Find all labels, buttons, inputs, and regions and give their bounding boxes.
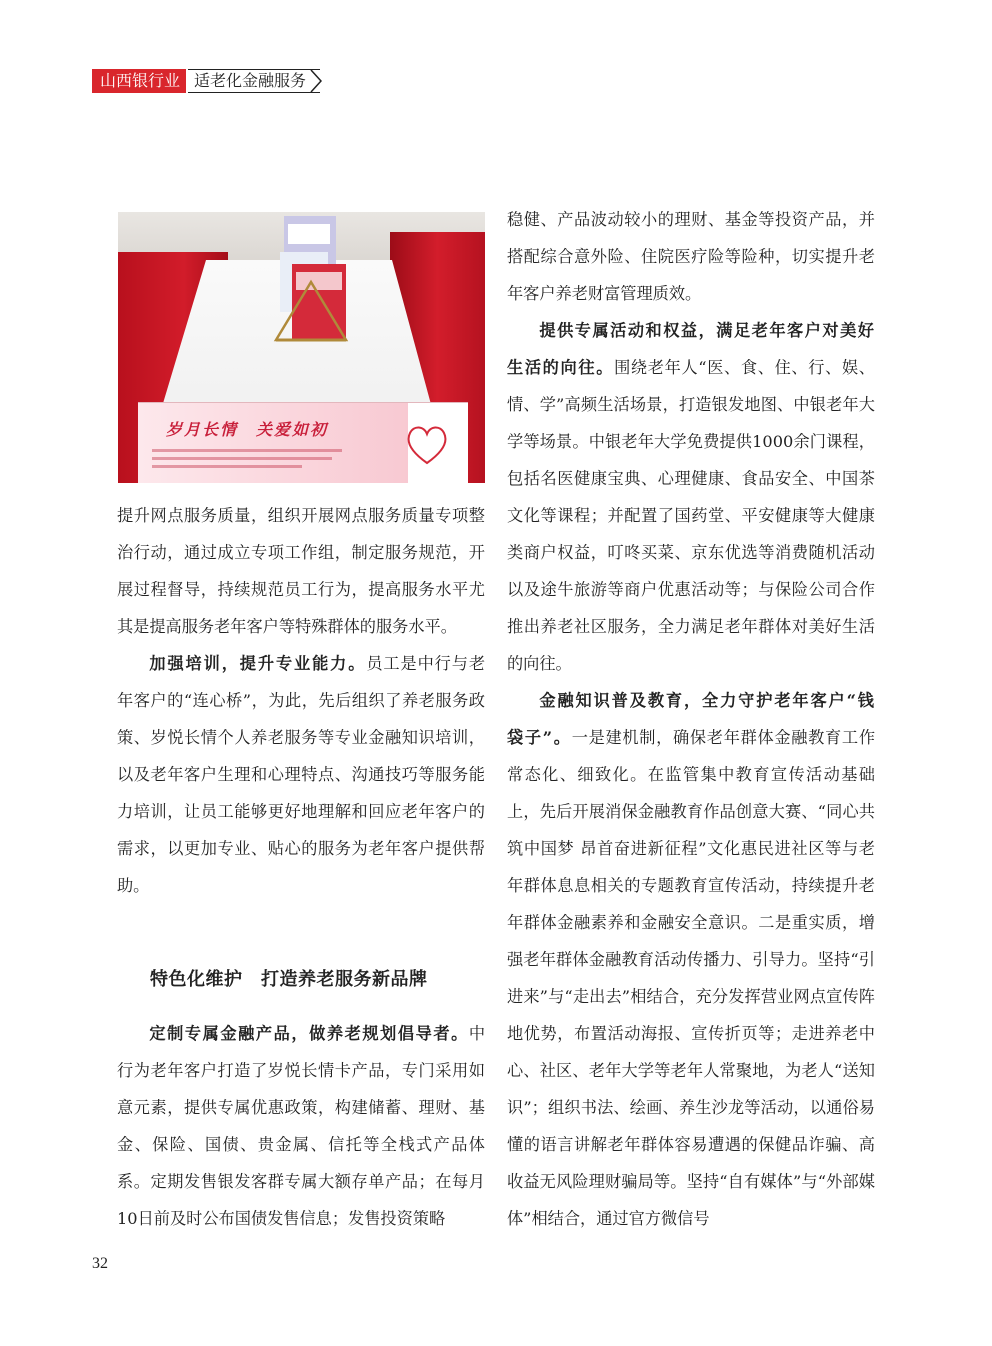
paragraph-products-body: 中行为老年客户打造了岁悦长情卡产品，专门采用如意元素，提供专属优惠政策，构建储蓄、理财、基金、保险、国债、贵金属、信托等全栈式产品体系。定期发售银发客群专属大额存单产品；在每月10日前及时公布国债发售信息；发售投资策略: [117, 1024, 485, 1228]
page-number: 32: [92, 1255, 108, 1272]
brochure-stand-illustration: [270, 216, 352, 346]
paragraph-products-lead: 定制专属金融产品，做养老规划倡导者。: [149, 1024, 469, 1043]
paragraph-activities-lead: 提供专属活动和权益，满足老年客户对美好生活的向往。: [507, 321, 875, 377]
section-title: 特色化维护 打造养老服务新品牌: [150, 969, 428, 990]
promo-card-title: 岁月长情 关爱如初: [166, 420, 329, 439]
paragraph-education: [507, 682, 875, 1237]
header-topic-label: [188, 69, 320, 93]
paragraph-education-lead: 金融知识普及教育，全力守护老年客户“钱袋子”。: [507, 691, 875, 747]
left-column-bottom: [117, 1015, 485, 1237]
paragraph-products: [117, 1015, 485, 1237]
paragraph-training: [117, 645, 485, 904]
header-section-label: 山西银行业: [92, 69, 186, 93]
paragraph-activities: [507, 312, 875, 682]
paragraph-activities-body: 围绕老年人“医、食、住、行、娱、情、学”高频生活场景，打造银发地图、中银老年大学等场景。中银老年大学免费提供1000余门课程，包括名医健康宝典、心理健康、食品安全、中国茶文化等课程；并配置了国药堂、平安健康等大健康类商户权益，叮咚买菜、京东优选等消费随机活动以及途牛旅游等商户优惠活动等；与保险公司合作推出养老社区服务，全力满足老年群体对美好生活的向往。: [507, 358, 875, 673]
right-column: [507, 201, 875, 1237]
left-column-top: [117, 497, 485, 904]
paragraph-training-body: 员工是中行与老年客户的“连心桥”，为此，先后组织了养老服务政策、岁悦长情个人养老服务等专业金融知识培训，以及老年客户生理和心理特点、沟通技巧等服务能力培训，让员工能够更好地理解和回应老年客户的需求，以更加专业、贴心的服务为老年客户提供帮助。: [117, 654, 486, 895]
promo-card-fine-print: [152, 447, 352, 473]
running-header: [92, 68, 320, 94]
paragraph-training-lead: 加强培训，提升专业能力。: [149, 654, 367, 673]
chevron-right-icon: [310, 70, 322, 92]
promo-table-card: [138, 402, 468, 483]
paragraph-education-body: 一是建机制，确保老年群体金融教育工作常态化、细致化。在监管集中教育宣传活动基础上，先后开展消保金融教育作品创意大赛、“同心共筑中国梦 昂首奋进新征程”文化惠民进社区等与老年群体息息相关的专题教育宣传活动，持续提升老年群体金融素养和金融安全意识。二是重实质，增强老年群体金融教育活动传播力、引导力。坚持“引进来”与“走出去”相结合，充分发挥营业网点宣传阵地优势，布置活动海报、宣传折页等；走进养老中心、社区、老年大学等老年人常聚地，为老人“送知识”；组织书法、绘画、养生沙龙等活动，以通俗易懂的语言讲解老年群体容易遭遇的保健品诈骗、高收益无风险理财骗局等。坚持“自有媒体”与“外部媒体”相结合，通过官方微信号: [507, 728, 876, 1228]
branch-service-photo: [118, 212, 485, 483]
header-topic-text: 适老化金融服务: [194, 71, 307, 90]
paragraph-service-quality: 提升网点服务质量，组织开展网点服务质量专项整治行动，通过成立专项工作组，制定服务规范，开展过程督导，持续规范员工行为，提高服务水平尤其是提高服务老年客户等特殊群体的服务水平。: [117, 506, 485, 636]
heart-icon: [404, 421, 450, 467]
paragraph-products-continued: 稳健、产品波动较小的理财、基金等投资产品，并搭配综合意外险、住院医疗险等险种，切实提升老年客户养老财富管理质效。: [507, 210, 875, 303]
